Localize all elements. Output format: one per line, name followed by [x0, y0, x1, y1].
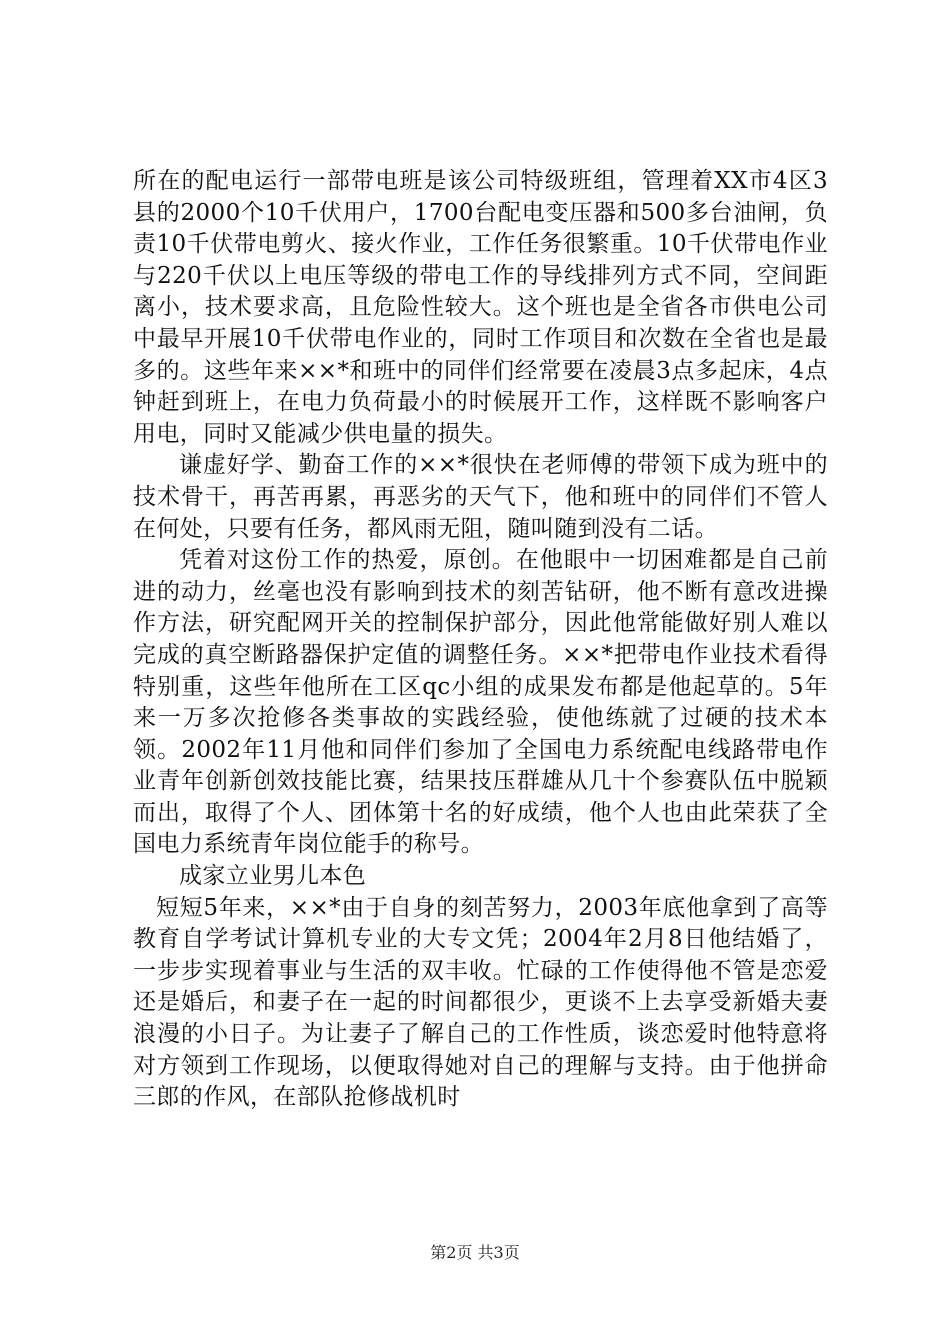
paragraph: 谦虚好学、勤奋工作的××*很快在老师傅的带领下成为班中的技术骨干，再苦再累，再恶劣的天气下，他和班中的同伴们不管人在何处，只要有任务，都风雨无阻，随叫随到没有二话。 — [133, 452, 828, 542]
paragraph-continued: 所在的配电运行一部带电班是该公司特级班组，管理着XX市4区3县的2000个10千伏用户，1700台配电变压器和500多台油闸，负责10千伏带电剪火、接火作业，工作任务很繁重。10千伏带电作业与220千伏以上电压等级的带电工作的导线排列方式不同，空间距离小，技术要求高，且危险性较大。这个班也是全省各市供电公司中最早开展10千伏带电作业的，同时工作项目和次数在全省也是最多的。这些年来××*和班中的同伴们经常要在凌晨3点多起床，4点钟赶到班上，在电力负荷最小的时候展开工作，这样既不影响客户用电，同时又能减少供电量的损失。 — [133, 168, 828, 447]
paragraph: 短短5年来，××*由于自身的刻苦努力，2003年底他拿到了高等教育自学考试计算机专业的大专文凭；2004年2月8日他结婚了，一步步实现着事业与生活的双丰收。忙碌的工作使得他不管是恋爱还是婚后，和妻子在一起的时间都很少，更谈不上去享受新婚夫妻浪漫的小日子。为让妻子了解自己的工作性质，谈恋爱时他特意将对方领到工作现场，以便取得她对自己的理解与支持。由于他拼命三郎的作风，在部队抢修战机时 — [133, 894, 828, 1111]
section-heading: 成家立业男儿本色 — [179, 863, 367, 890]
paragraph: 凭着对这份工作的热爱，原创。在他眼中一切困难都是自己前进的动力，丝毫也没有影响到技术的刻苦钻研，他不断有意改进操作方法，研究配网开关的控制保护部分，因此他常能做好别人难以完成的真空断路器保护定值的调整任务。××*把带电作业技术看得特别重，这些年他所在工区qc小组的成果发布都是他起草的。5年来一万多次抢修各类事故的实践经验，使他练就了过硬的技术本领。2002年11月他和同伴们参加了全国电力系统配电线路带电作业青年创新创效技能比赛，结果技压群雄从几十个参赛队伍中脱颖而出，取得了个人、团体第十名的好成绩，他个人也由此荣获了全国电力系统青年岗位能手的称号。 — [133, 547, 828, 858]
document-body — [133, 166, 828, 1114]
page-number-footer: 第2页 共3页 — [430, 1243, 520, 1262]
